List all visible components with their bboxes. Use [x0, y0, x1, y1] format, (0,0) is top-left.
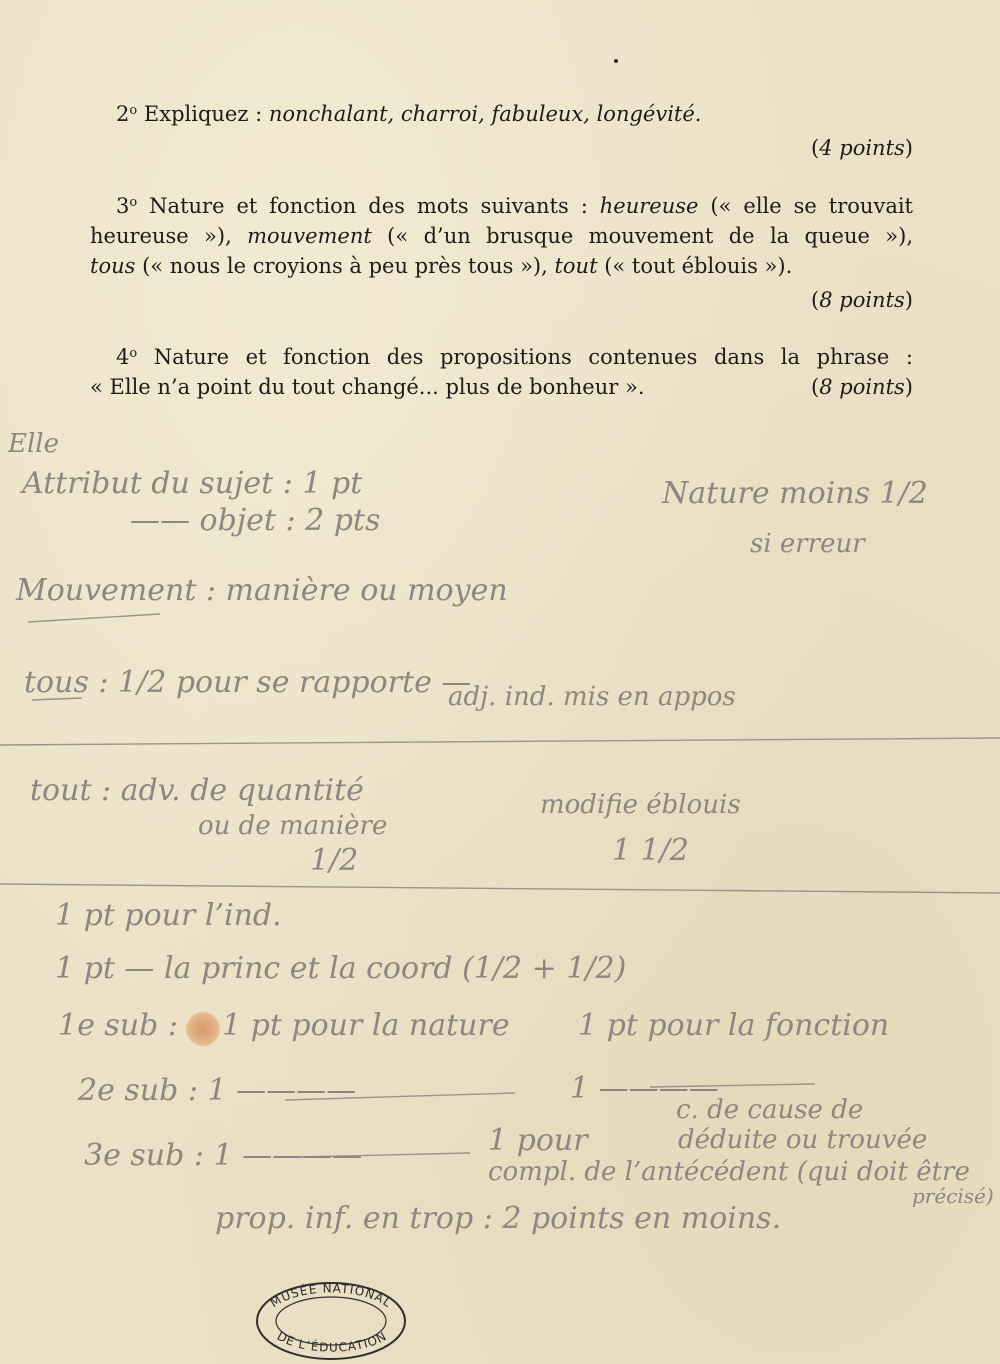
note-nature-moins: Nature moins 1/2	[662, 476, 928, 511]
note-deduite: déduite ou trouvée	[678, 1125, 928, 1155]
note-compl: compl. de l’antécédent (qui doit être	[488, 1157, 970, 1187]
question-words: nonchalant, charroi, fabuleux, longévité.	[268, 102, 702, 126]
museum-stamp	[257, 1281, 405, 1359]
note-precise: précisé)	[912, 1184, 994, 1208]
points-label: (8 points)	[811, 288, 913, 312]
question-line: tous (« nous le croyions à peu près tous »), tout (« tout éblouis »).	[90, 254, 793, 278]
points-label: (8 points)	[811, 375, 913, 399]
note-half-2: 1 1/2	[612, 833, 689, 868]
note-pt-princ: 1 pt — la princ et la coord (1/2 + 1/2)	[55, 951, 627, 986]
question-line: 4$^o$ Nature et fonction des propositions contenues dans la phrase :	[116, 345, 913, 369]
question-line: « Elle n’a point du tout changé... plus de bonheur ». (8 points)	[90, 372, 913, 402]
note-sub2-b: 1 ————	[570, 1071, 719, 1106]
note-objet: —— objet : 2 pts	[130, 503, 381, 538]
note-modifie: modifie éblouis	[540, 790, 741, 820]
question-line: heureuse »), mouvement (« d’un brusque mouvement de la queue »),	[90, 224, 913, 248]
note-sub3-a: 3e sub : 1 ————	[84, 1138, 363, 1173]
note-sub1-a: 1e sub :	[58, 1008, 178, 1043]
note-adj-ind: adj. ind. mis en appos	[448, 682, 736, 712]
stamp-bottom-text: DE L’ÉDUCATION	[274, 1328, 390, 1355]
note-pt-ind: 1 pt pour l’ind.	[55, 898, 282, 933]
note-attribut: Attribut du sujet : 1 pt	[22, 466, 363, 501]
points-label: (4 points)	[811, 136, 913, 160]
note-sub1-c: 1 pt pour la fonction	[578, 1008, 890, 1043]
note-sub1-b: 1 pt pour la nature	[222, 1008, 510, 1043]
note-mouvement: Mouvement : manière ou moyen	[16, 573, 508, 608]
note-tout: tout : adv. de quantité	[30, 773, 364, 808]
question-intro: Expliquez :	[143, 102, 269, 126]
note-cause: c. de cause de	[676, 1095, 864, 1125]
note-ou-de-maniere: ou de manière	[198, 811, 388, 841]
note-tous: tous : 1/2 pour se rapporte —	[24, 665, 472, 700]
note-half-1: 1/2	[310, 843, 359, 878]
note-prop-inf: prop. inf. en trop : 2 points en moins.	[215, 1201, 782, 1236]
stamp-top-text: MUSÉE NATIONAL	[267, 1281, 395, 1311]
note-sub3-b: 1 pour	[488, 1123, 588, 1158]
question-line: 3$^o$ Nature et fonction des mots suivants : heureuse (« elle se trouvait	[116, 194, 913, 218]
note-elle: Elle	[8, 429, 59, 459]
note-si-erreur: si erreur	[750, 529, 865, 559]
question-number: 2	[116, 102, 130, 126]
ordinal-mark: o	[129, 103, 138, 118]
note-sub2-a: 2e sub : 1 ————	[78, 1073, 357, 1108]
